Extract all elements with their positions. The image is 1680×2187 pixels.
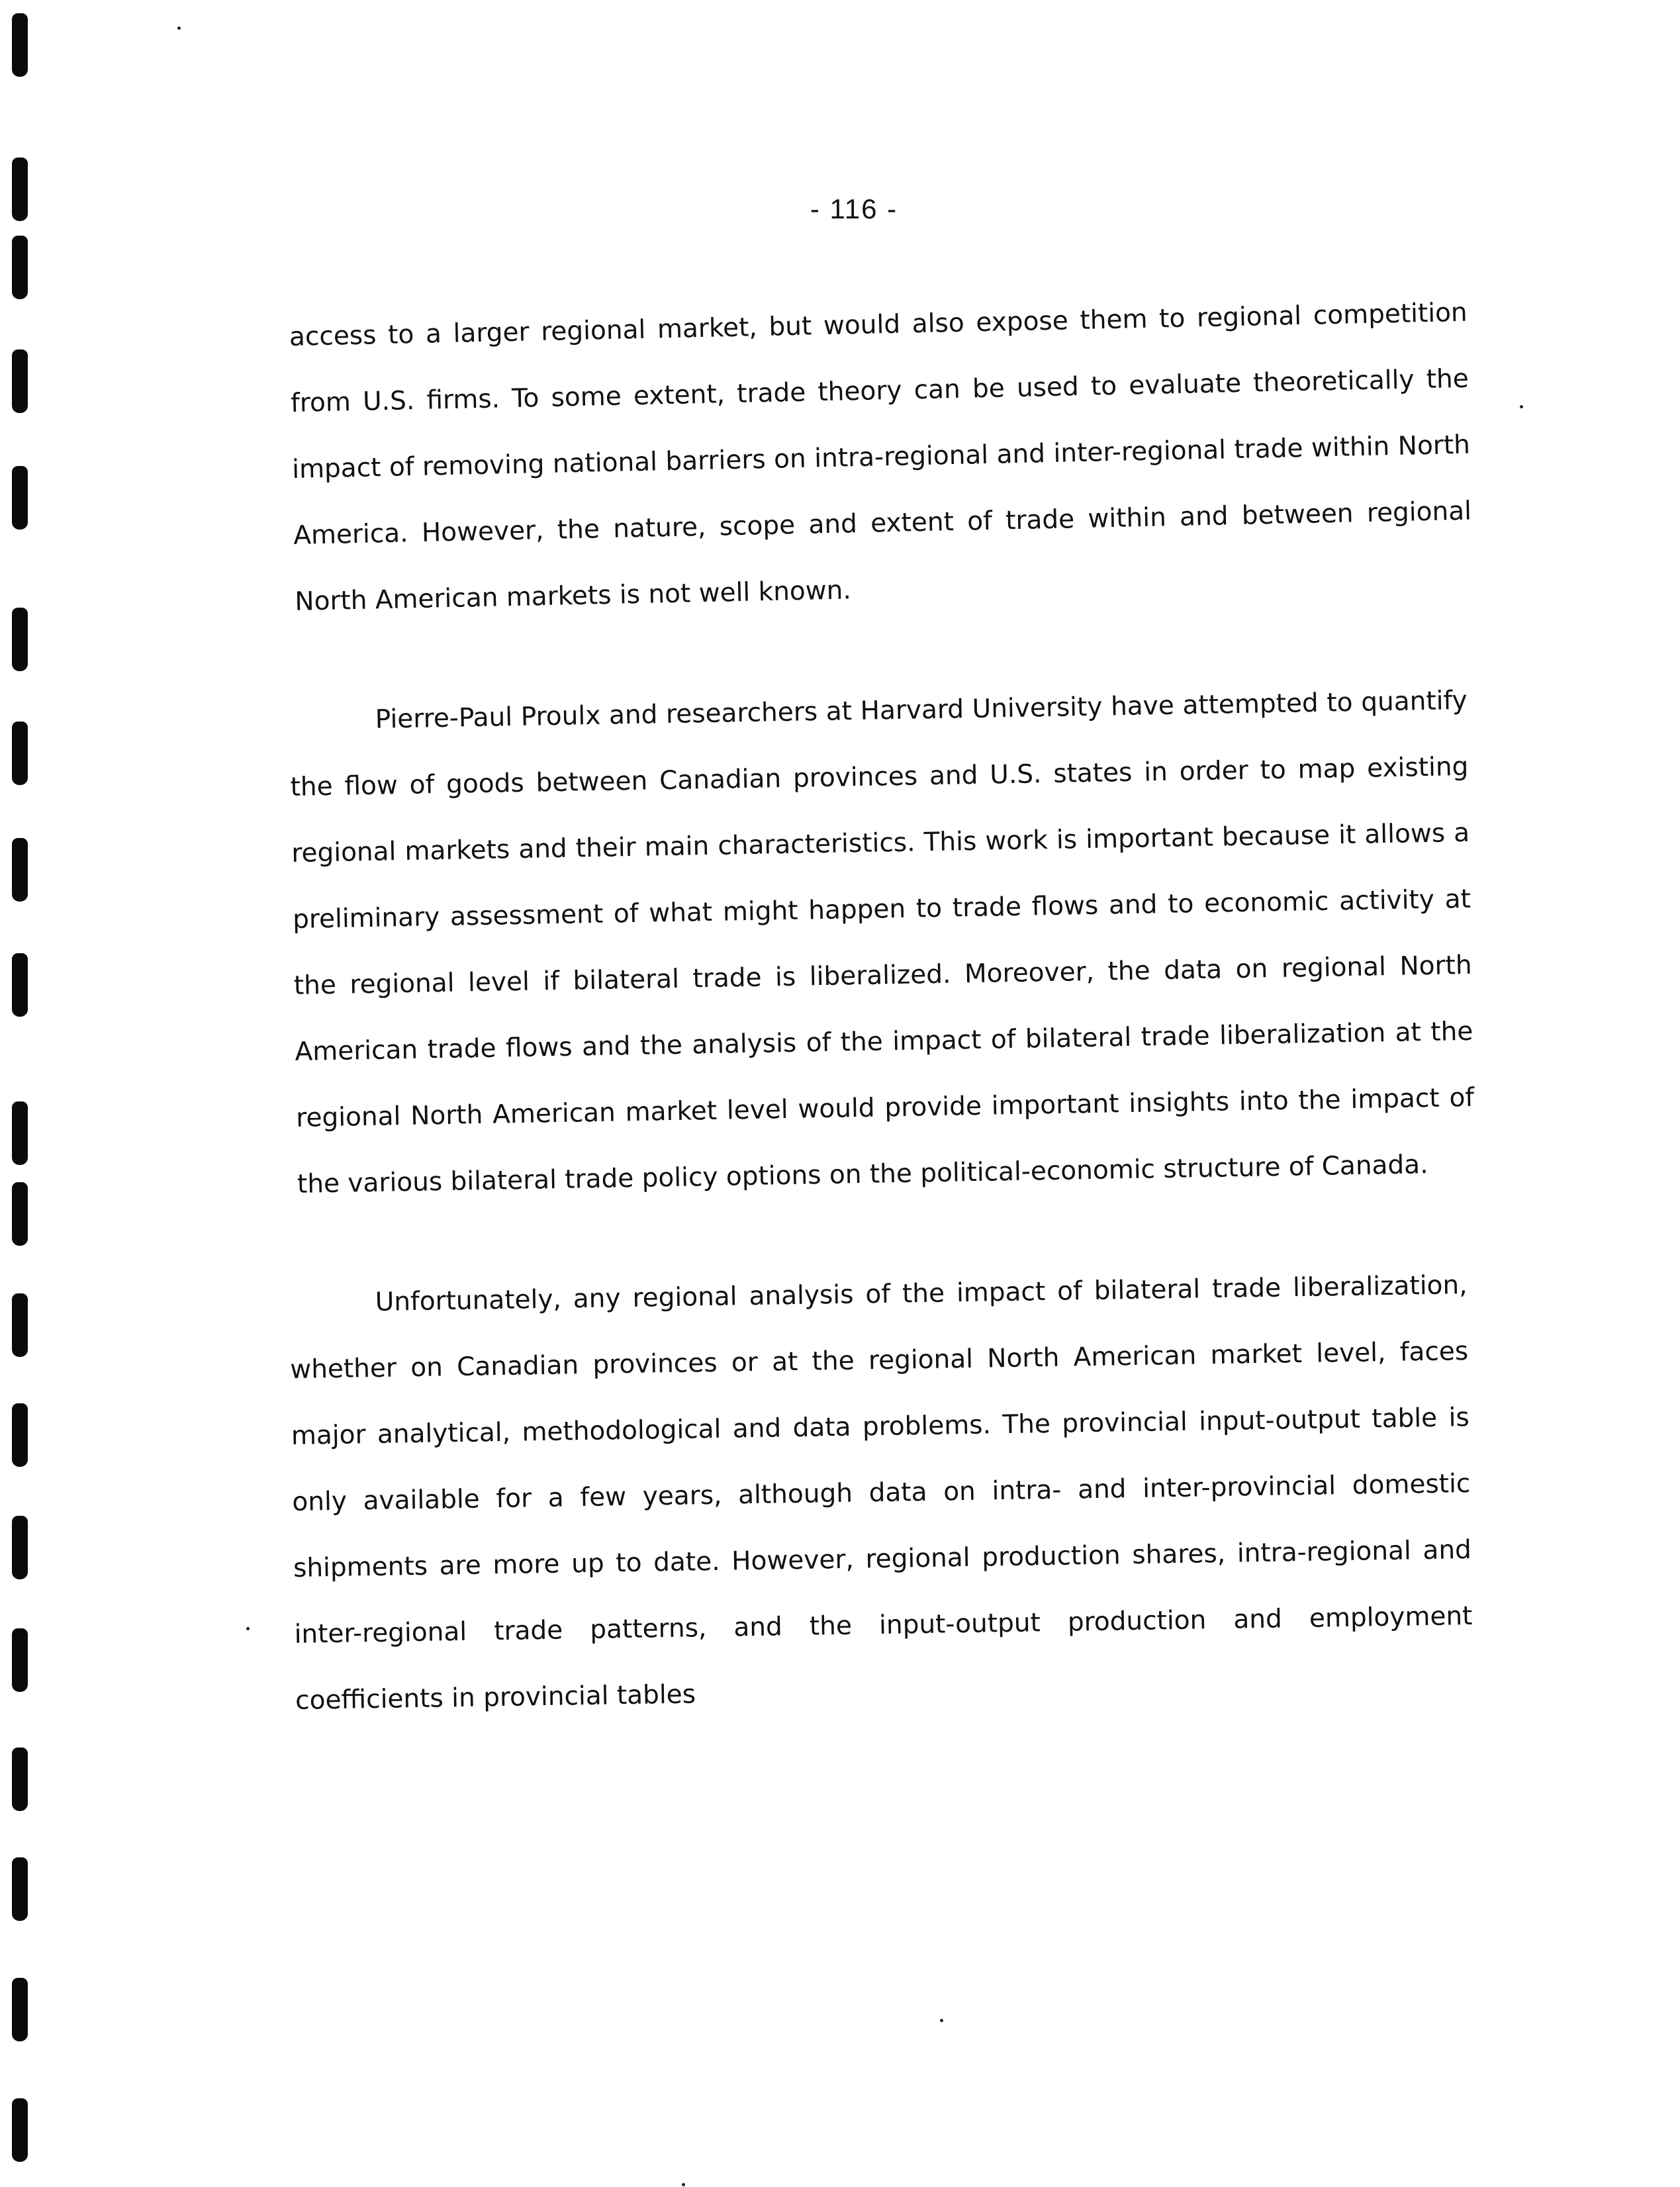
scan-speck bbox=[246, 1627, 250, 1630]
binding-hole bbox=[12, 466, 28, 530]
binding-hole bbox=[12, 1182, 28, 1246]
binding-hole bbox=[12, 349, 28, 413]
binding-hole bbox=[12, 838, 28, 902]
binding-hole bbox=[12, 608, 28, 671]
binding-hole bbox=[12, 1101, 28, 1165]
paragraph: Pierre-Paul Proulx and researchers at Harvard University have attempted to quantify the flow of goods between Canadian provinces and U.S. states in order to map existing regional markets and their main characteristics. This work is important because it allows a preliminary assessment of what might happen to trade flows and to economic activity at the regional level if bilateral trade is liberalized. Moreover, the data on regional North American trade flows and the analysis of the impact of bilateral trade liberalization at the regional North American market level would provide important insights into the impact of the various bilateral trade policy options on the political-economic structure of Canada. bbox=[290, 685, 1475, 1199]
binding-hole bbox=[12, 721, 28, 785]
paragraph: access to a larger regional market, but would also expose them to regional competition from U.S. firms. To some extent, trade theory can be used to evaluate theoretically the impact of removing national barriers on intra-regional and inter-regional trade within North America. However, the nature, scope and extent of trade within and between regional North American markets is not well known. bbox=[289, 297, 1472, 617]
binding-hole bbox=[12, 236, 28, 299]
binding-hole bbox=[12, 953, 28, 1017]
binding-hole bbox=[12, 2098, 28, 2162]
scan-speck bbox=[177, 26, 181, 30]
binding-hole bbox=[12, 1747, 28, 1811]
page-number: - 116 - bbox=[810, 193, 898, 224]
binding-hole bbox=[12, 1978, 28, 2041]
binding-hole bbox=[12, 1628, 28, 1692]
binding-hole bbox=[12, 1516, 28, 1579]
scan-speck bbox=[940, 2019, 943, 2022]
binding-hole bbox=[12, 1293, 28, 1357]
body-text bbox=[289, 297, 1475, 1734]
binding-hole bbox=[12, 1403, 28, 1467]
binding-hole bbox=[12, 1857, 28, 1921]
scan-speck bbox=[682, 2183, 685, 2186]
binding-hole bbox=[12, 13, 28, 77]
scan-speck bbox=[1520, 405, 1523, 408]
paragraph: Unfortunately, any regional analysis of the impact of bilateral trade liberalization, whether on Canadian provinces or at the regional North American market level, faces major analytical, methodological and data problems. The provincial input-output table is only available for a few years, although data on intra- and inter-provincial domestic shipments are more up to date. However, regional production shares, intra-regional and inter-regional trade patterns, and the input-output production and employment coefficients in provincial tables bbox=[289, 1270, 1473, 1716]
binding-hole bbox=[12, 158, 28, 221]
